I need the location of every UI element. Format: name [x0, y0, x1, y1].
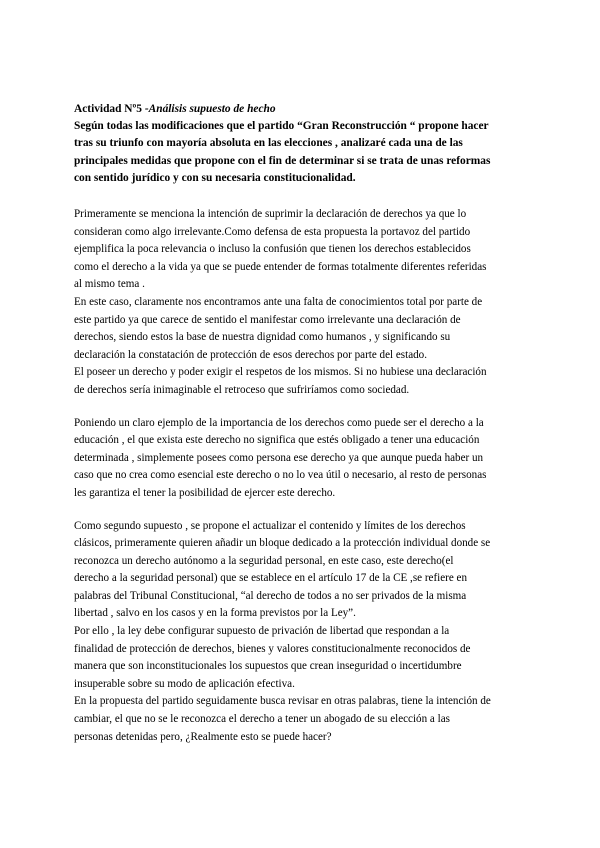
- text-line: En este caso, claramente nos encontramos ante una falta de conocimientos total por parte de: [74, 295, 483, 308]
- text-line: El poseer un derecho y poder exigir el respetos de los mismos. Si no hubiese una declaración: [74, 366, 487, 379]
- text-line: Primeramente se menciona la intención de suprimir la declaración de derechos ya que lo: [74, 208, 467, 221]
- spacer: [74, 187, 534, 206]
- spacer: [74, 400, 534, 415]
- activity-title-lead: Actividad Nº5: [74, 103, 142, 115]
- text-line: finalidad de protección de derechos, bienes y valores constitucionalmente reconocidos de: [74, 642, 471, 655]
- text-line: como el derecho a la vida ya que se puede entender de formas totalmente diferentes referidas: [74, 260, 487, 273]
- text-line: insuperable sobre su modo de aplicación efectiva.: [74, 677, 295, 690]
- text-line: ejemplifica la poca relevancia o incluso la confusión que tienen los derechos establecidos: [74, 243, 471, 256]
- text-line: derechos, siendo estos la base de nuestra dignidad como humanos , y significando su: [74, 331, 451, 344]
- text-line: caso que no crea como esencial este derecho o no lo vea útil o necesario, al resto de personas: [74, 469, 487, 482]
- text-line: este partido ya que carece de sentido el manifestar como irrelevante una declaración de: [74, 313, 461, 326]
- text-line: derecho a la seguridad personal) que se establece en el artículo 17 de la CE ,se refiere en: [74, 572, 468, 585]
- text-line: determinada , simplemente posees como persona ese derecho ya que aunque pueda haber un: [74, 451, 484, 464]
- text-line: cambiar, el que no se le reconozca el derecho a tener un abogado de su elección a las: [74, 713, 450, 726]
- text-line: declaración la constatación de protección de esos derechos por parte del estado.: [74, 348, 427, 361]
- text-line: al mismo tema .: [74, 278, 145, 291]
- heading-line: Según todas las modificaciones que el partido “Gran Reconstrucción “ propone hacer: [74, 120, 489, 133]
- activity-title: [74, 101, 534, 118]
- text-line: libertad , salvo en los casos y en la forma previstos por la Ley”.: [74, 607, 356, 620]
- text-line: Poniendo un claro ejemplo de la importancia de los derechos como puede ser el derecho a la: [74, 416, 484, 429]
- text-line: les garantiza el tener la posibilidad de ejercer este derecho.: [74, 486, 336, 499]
- text-line: En la propuesta del partido seguidamente busca revisar en otras palabras, tiene la intención de: [74, 695, 491, 708]
- text-line: clásicos, primeramente quieren añadir un bloque dedicado a la protección individual donde se: [74, 537, 491, 550]
- heading-line: con sentido jurídico y con su necesaria constitucionalidad.: [74, 171, 356, 184]
- text-line: Como segundo supuesto , se propone el actualizar el contenido y límites de los derechos: [74, 519, 466, 532]
- paragraph-declaration-of-rights: [74, 206, 534, 400]
- activity-title-subtitle: -Análisis supuesto de hecho: [142, 103, 276, 115]
- text-line: educación , el que exista este derecho no significa que estés obligado a tener una educación: [74, 434, 480, 447]
- text-line: Por ello , la ley debe configurar supuesto de privación de libertad que respondan a la: [74, 625, 450, 638]
- document-content: [74, 101, 534, 746]
- text-line: de derechos sería inimaginable el retroceso que sufriríamos como sociedad.: [74, 383, 410, 396]
- text-line: palabras del Tribunal Constitucional, “al derecho de todos a no ser privados de la misma: [74, 589, 467, 602]
- text-line: manera que son inconstitucionales los supuestos que crean inseguridad o incertidumbre: [74, 660, 462, 673]
- paragraph-education-example: [74, 415, 534, 503]
- text-line: personas detenidas pero, ¿Realmente esto se puede hacer?: [74, 730, 332, 743]
- text-line: consideran como algo irrelevante.Como defensa de esta propuesta la portavoz del partido: [74, 225, 471, 238]
- heading-line: tras su triunfo con mayoría absoluta en las elecciones , analizaré cada una de las: [74, 137, 463, 150]
- heading-line: principales medidas que propone con el fin de determinar si se trata de unas reformas: [74, 154, 491, 167]
- text-line: reconozca un derecho autónomo a la seguridad personal, en este caso, este derecho(el: [74, 554, 454, 567]
- activity-heading: [74, 101, 534, 187]
- paragraph-personal-security: [74, 518, 534, 747]
- spacer: [74, 503, 534, 518]
